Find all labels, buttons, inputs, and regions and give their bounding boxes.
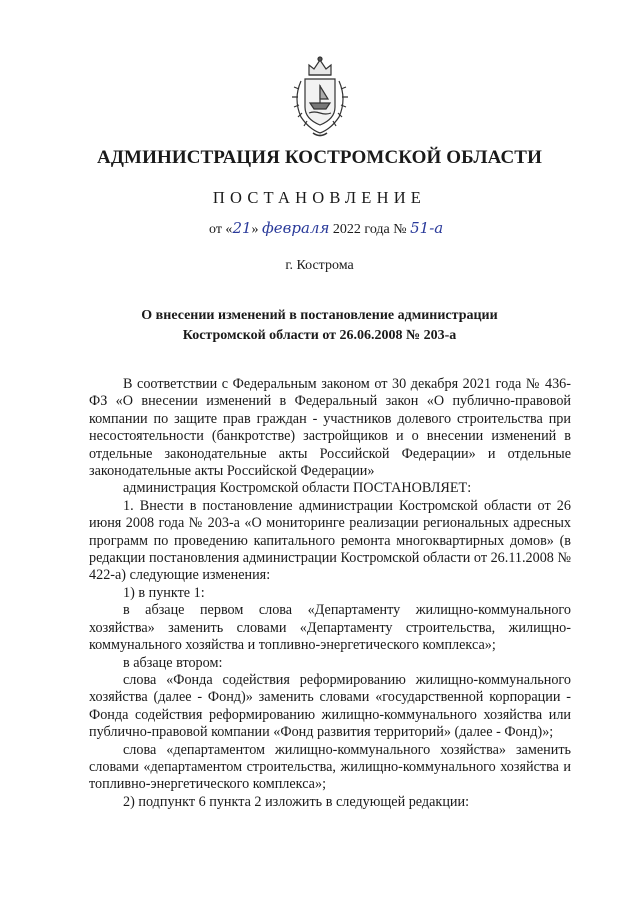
date-month: февраля <box>262 219 330 237</box>
date-day: 21 <box>232 219 252 237</box>
subject-line-2: Костромской области от 26.06.2008 № 203-а <box>182 328 457 343</box>
document-subject <box>0 306 639 346</box>
date-line <box>209 219 443 238</box>
paragraph-resolves: администрация Костромской области ПОСТАНОВЛЯЕТ: <box>123 480 472 497</box>
document-number: 51-а <box>410 219 444 237</box>
paragraph-department-words: слова «департаментом жилищно-коммунального хозяйства» заменить словами «департаментом строительства, жилищно-коммунального хозяйства и топливно-энергетического комплекса»; <box>89 741 571 793</box>
paragraph-fund-words: слова «Фонда содействия реформированию жилищно-коммунального хозяйства (далее - Фонд)» заменить словами «государственной корпорации - Фонда содействия реформированию жилищно-коммунального хозяйства или публично-правовой компании «Фонд развития территорий» (далее - Фонд)»; <box>89 671 571 741</box>
paragraph-first-abzac: в абзаце первом слова «Департаменту жилищно-коммунального хозяйства» заменить словами «Департаменту строительства, жилищно-коммунального хозяйства и топливно-энергетического комплекса»; <box>89 602 571 654</box>
city: г. Кострома <box>285 258 354 273</box>
document-type: ПОСТАНОВЛЕНИЕ <box>212 188 427 207</box>
date-prefix: от « <box>209 222 233 237</box>
document-body <box>89 376 571 811</box>
subject-line-1: О внесении изменений в постановление администрации <box>141 308 498 323</box>
date-mid: » <box>251 222 263 237</box>
paragraph-preamble: В соответствии с Федеральным законом от 30 декабря 2021 года № 436-ФЗ «О внесении изменений в Федеральный закон «О публично-правовой компании по защите прав граждан - участников долевого строительства при несостоятельности (банкротстве) застройщиков и о внесении изменений в отдельные законодательные акты Российской Федерации» и отдельные законодательные акты Российской Федерации» <box>89 376 571 480</box>
coat-of-arms-icon <box>287 55 353 139</box>
paragraph-subitem-2: 2) подпункт 6 пункта 2 изложить в следующей редакции: <box>123 793 470 810</box>
paragraph-item-1: 1. Внести в постановление администрации Костромской области от 26 июня 2008 года № 203-а «О мониторинге реализации региональных адресных программ по проведению капитального ремонта многоквартирных домов» (в редакции постановления администрации Костромской области от 26.11.2008 № 422-а) следующие изменения: <box>89 497 571 584</box>
paragraph-subitem-1: 1) в пункте 1: <box>123 584 205 601</box>
paragraph-second-abzac: в абзаце втором: <box>123 654 223 671</box>
date-year: 2022 года № <box>329 222 411 237</box>
organization-title: АДМИНИСТРАЦИЯ КОСТРОМСКОЙ ОБЛАСТИ <box>97 147 542 168</box>
